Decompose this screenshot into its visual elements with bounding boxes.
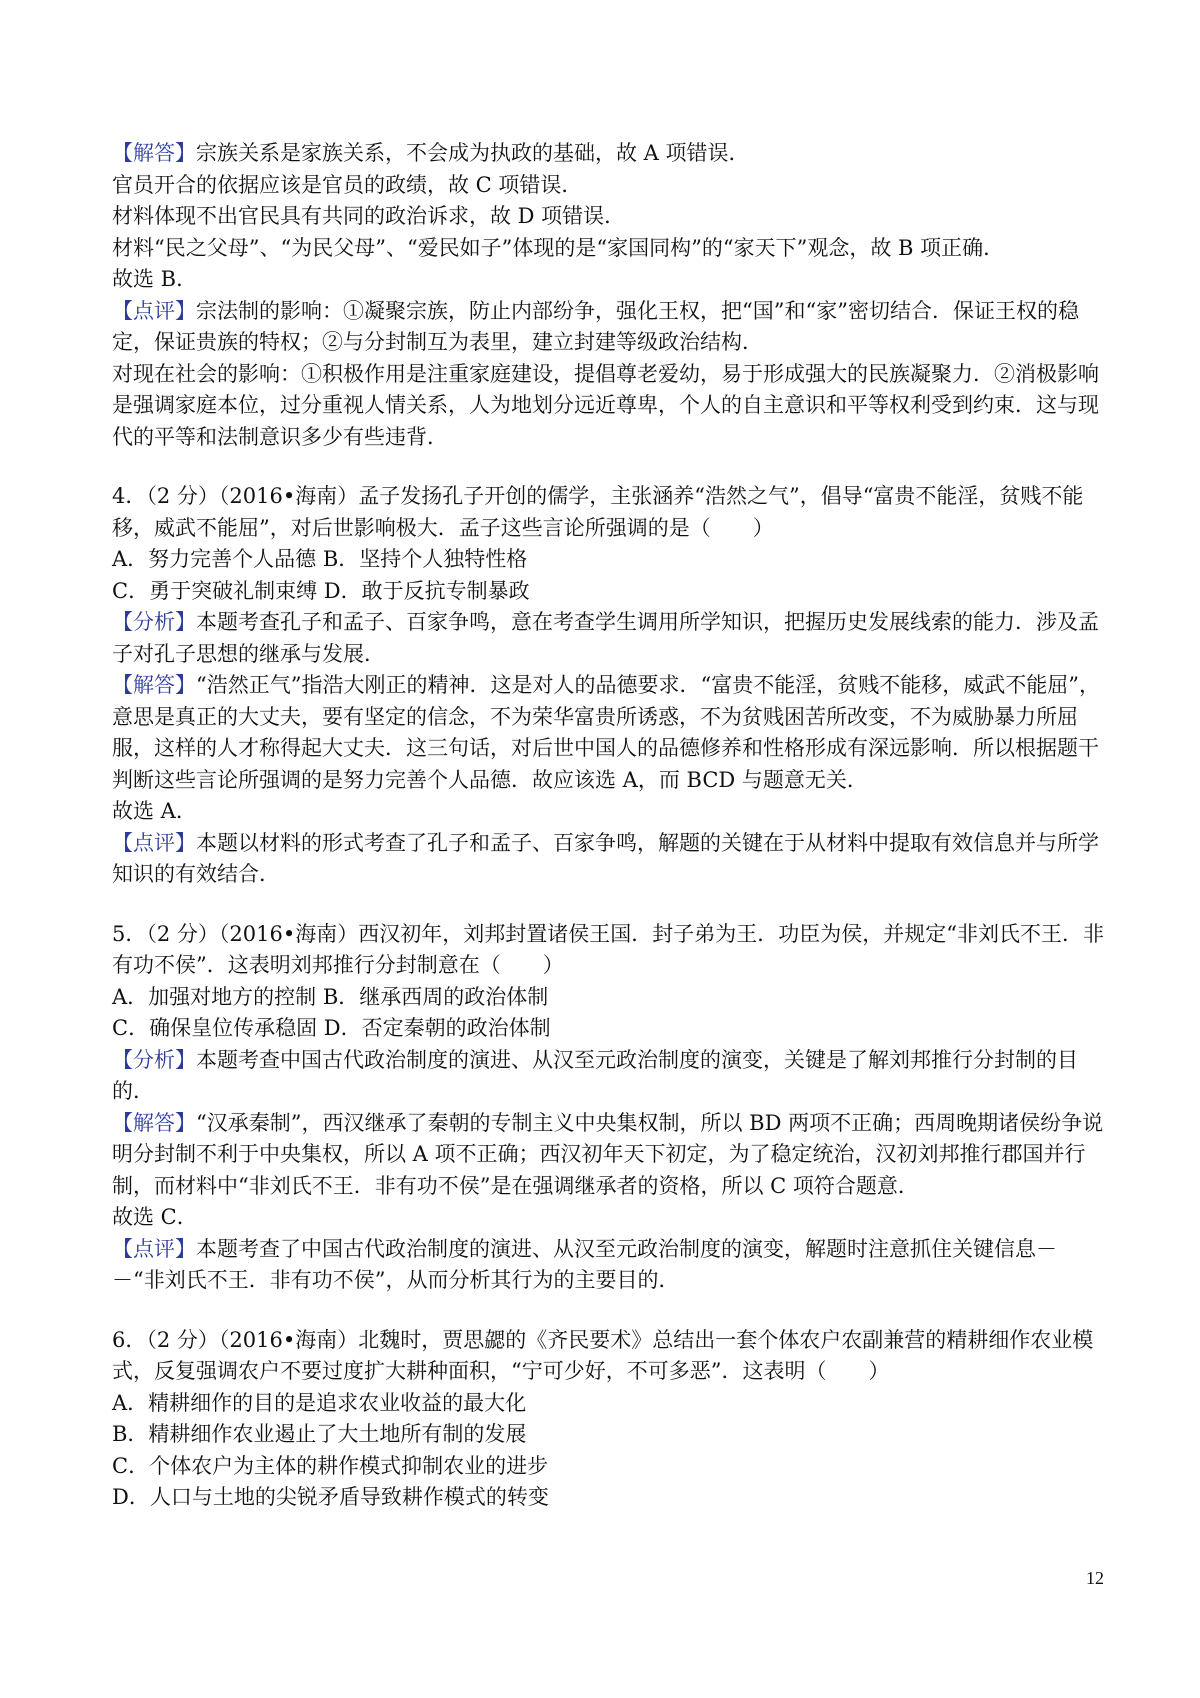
q4-option-line-1: A．努力完善个人品德 B．坚持个人独特性格 <box>112 547 528 571</box>
q6-option-b: B．精耕细作农业遏止了大土地所有制的发展 <box>112 1422 527 1446</box>
q3-answer-block <box>112 138 1108 453</box>
question-6 <box>112 1325 1108 1514</box>
q3-answer-line-3: 材料体现不出官民具有共同的政治诉求，故 D 项错误． <box>112 204 626 228</box>
analysis-tag: 【分析】 <box>112 1047 196 1072</box>
comment-tag: 【点评】 <box>112 830 196 855</box>
comment-tag: 【点评】 <box>112 298 196 323</box>
q4-answer-choice: 故选 A． <box>112 799 197 823</box>
q5-option-line-1: A．加强对地方的控制 B．继承西周的政治体制 <box>112 984 549 1009</box>
q3-answer-choice: 故选 B． <box>112 267 198 291</box>
answer-tag: 【解答】 <box>112 141 196 165</box>
answer-tag: 【解答】 <box>112 673 196 697</box>
q4-comment: 【点评】本题以材料的形式考查了孔子和孟子、百家争鸣，解题的关键在于从材料中提取有效信息并与所学知识的有效结合． <box>112 830 1099 886</box>
q6-stem: 6．（2 分）（2016•海南）北魏时，贾思勰的《齐民要术》总结出一套个体农户农副兼营的精耕细作农业模式，反复强调农户不要过度扩大耕种面积，“宁可少好，不可多恶”．这表明（ ） <box>112 1327 1094 1383</box>
q6-option-d: D．人口与土地的尖锐矛盾导致耕作模式的转变 <box>112 1485 549 1509</box>
q4-answer: 【解答】“浩然正气”指浩大刚正的精神．这是对人的品德要求．“富贵不能淫，贫贱不能移，威武不能屈”，意思是真正的大丈夫，要有坚定的信念，不为荣华富贵所诱惑，不为贫贱困苦所改变，不为威胁暴力所屈服，这样的人才称得起大丈夫．这三句话，对后世中国人的品德修养和性格形成有深远影响．所以根据题干判断这些言论所强调的是努力完善个人品德．故应该选 A，而 BCD 与题意无关． <box>112 673 1100 792</box>
answer-tag: 【解答】 <box>112 1110 196 1135</box>
q5-answer: 【解答】“汉承秦制”，西汉继承了秦朝的专制主义中央集权制，所以 BD 两项不正确；西周晚期诸侯纷争说明分封制不利于中央集权，所以 A 项不正确；西汉初年天下初定，为了稳定统治，汉初刘邦推行郡国并行制，而材料中“非刘氏不王．非有功不侯”是在强调继承者的资格，所以 C 项符合题意． <box>112 1110 1104 1198</box>
q5-stem: 5．（2 分）（2016•海南）西汉初年，刘邦封置诸侯王国．封子弟为王．功臣为侯，并规定“非刘氏不王．非有功不侯”．这表明刘邦推行分封制意在（ ） <box>112 921 1104 977</box>
analysis-tag: 【分析】 <box>112 610 196 634</box>
q4-option-line-2: C．勇于突破礼制束缚 D．敢于反抗专制暴政 <box>112 578 530 603</box>
q3-answer-line-1: 【解答】宗族关系是家族关系，不会成为执政的基础，故 A 项错误． <box>112 141 750 165</box>
q5-option-line-2: C．确保皇位传承稳固 D．否定秦朝的政治体制 <box>112 1016 551 1040</box>
q6-option-c: C．个体农户为主体的耕作模式抑制农业的进步 <box>112 1453 549 1478</box>
q6-option-a: A．精耕细作的目的是追求农业收益的最大化 <box>112 1390 527 1415</box>
q4-analysis: 【分析】本题考查孔子和孟子、百家争鸣，意在考查学生调用所学知识，把握历史发展线索的能力．涉及孟子对孔子思想的继承与发展． <box>112 610 1099 666</box>
q3-answer-line-4: 材料“民之父母”、“为民父母”、“爱民如子”体现的是“家国同构”的“家天下”观念，故 B 项正确． <box>112 235 1005 260</box>
question-5 <box>112 919 1108 1297</box>
q5-answer-choice: 故选 C． <box>112 1205 198 1229</box>
question-4 <box>112 481 1108 891</box>
page-content <box>112 138 1108 1514</box>
q5-comment: 【点评】本题考查了中国古代政治制度的演进、从汉至元政治制度的演变，解题时注意抓住关键信息－－“非刘氏不王．非有功不侯”，从而分析其行为的主要目的． <box>112 1236 1057 1292</box>
q3-comment: 【点评】宗法制的影响：①凝聚宗族，防止内部纷争，强化王权，把“国”和“家”密切结合．保证王权的稳定，保证贵族的特权；②与分封制互为表里，建立封建等级政治结构． <box>112 298 1079 354</box>
page-number: 12 <box>1086 1568 1104 1588</box>
q3-comment-2: 对现在社会的影响：①积极作用是注重家庭建设，提倡尊老爱幼，易于形成强大的民族凝聚力．②消极影响是强调家庭本位，过分重视人情关系，人为地划分远近尊卑，个人的自主意识和平等权利受到约束．这与现代的平等和法制意识多少有些违背． <box>112 361 1099 449</box>
q3-answer-line-2: 官员开合的依据应该是官员的政绩，故 C 项错误． <box>112 172 583 197</box>
q5-analysis: 【分析】本题考查中国古代政治制度的演进、从汉至元政治制度的演变，关键是了解刘邦推行分封制的目的． <box>112 1047 1078 1103</box>
comment-tag: 【点评】 <box>112 1236 196 1261</box>
q4-stem: 4．（2 分）（2016•海南）孟子发扬孔子开创的儒学，主张涵养“浩然之气”，倡导“富贵不能淫，贫贱不能移，威武不能屈”，对后世影响极大．孟子这些言论所强调的是（ ） <box>112 484 1084 540</box>
